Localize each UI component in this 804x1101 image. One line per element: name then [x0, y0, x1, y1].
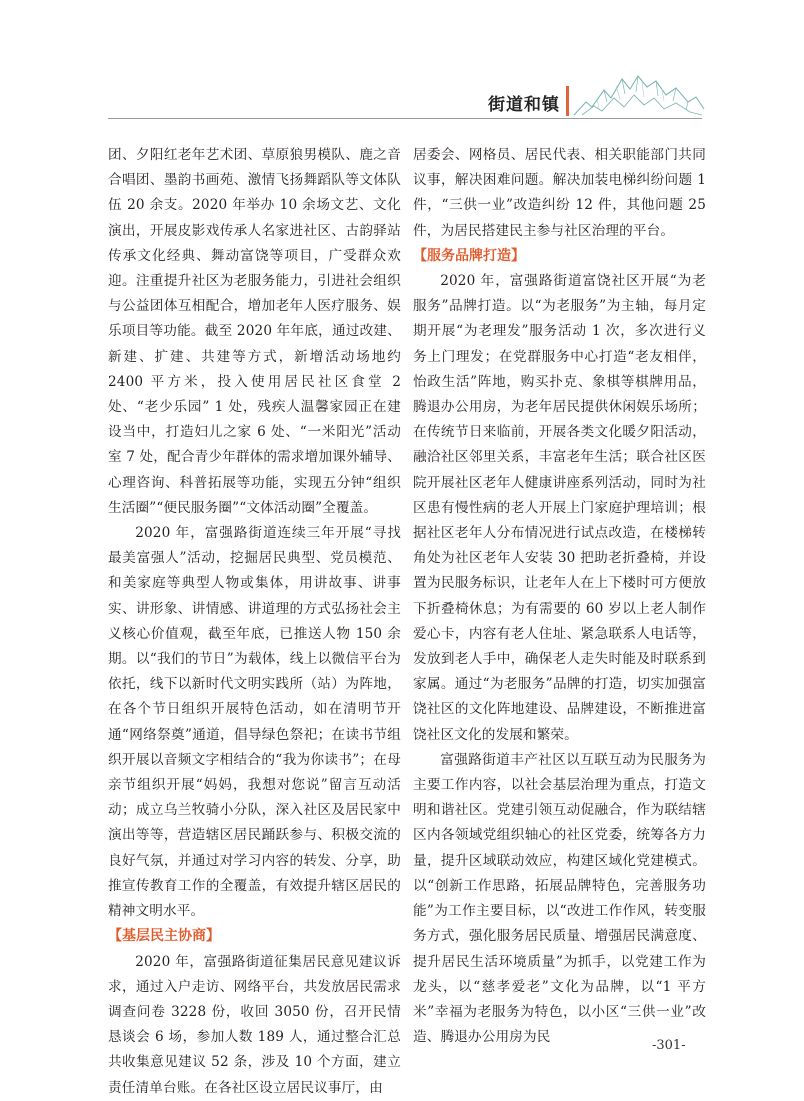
mountain-illustration-icon: [572, 68, 706, 118]
section-heading: 【基层民主协商】: [108, 928, 220, 945]
left-column: [108, 143, 401, 1101]
section-heading: 【服务品牌打造】: [413, 247, 525, 264]
paragraph: 团、夕阳红老年艺术团、草原狼男模队、鹿之音合唱团、墨韵书画苑、激情飞扬舞蹈队等文体队伍 20 余支。2020 年举办 10 余场文艺、文化演出，开展皮影戏传承人名家进社区、古韵驿站传承文化经典、舞动富饶等项目，广受群众欢迎。注重提升社区为老服务能力，引进社会组织与公益团体互相配合，增加老年人医疗服务、娱乐项目等功能。截至 2020 年年底，通过改建、新建、扩建、共建等方式，新增活动场地约 2400 平方米，投入使用居民社区食堂 2 处、“老少乐园” 1 处，残疾人温馨家园正在建设当中，打造妇儿之家 6 处、“一米阳光”活动室 7 处，配合青少年群体的需求增加课外辅导、心理咨询、科普拓展等功能，实现五分钟“组织生活圈”“便民服务圈”“文体活动圈”全覆盖。: [108, 147, 401, 516]
page-number: -301-: [652, 1038, 686, 1053]
paragraph: 居委会、网格员、居民代表、相关职能部门共同议事，解决困难问题。解决加装电梯纠纷问题 1 件，“三供一业”改造纠纷 12 件，其他问题 25 件，为居民搭建民主参与社区治理的平台。: [413, 147, 706, 239]
right-column: [413, 143, 706, 1050]
page-header: [0, 0, 804, 120]
paragraph: 2020 年，富强路街道连续三年开展“寻找最美富强人”活动，挖掘居民典型、党员模范、和美家庭等典型人物或集体，用讲故事、讲事实、讲形象、讲情感、讲道理的方式弘扬社会主义核心价值观，截至年底，已推送人物 150 余期。以“我们的节日”为载体，线上以微信平台为依托，线下以新时代文明实践所（站）为阵地，在各个节日组织开展特色活动，如在清明节开通“网络祭奠”通道，倡导绿色祭祀；在读书节组织开展以音频文字相结合的“我为你读书”；在母亲节组织开展“妈妈，我想对您说”留言互动活动；成立乌兰牧骑小分队，深入社区及居民家中演出等等，营造辖区居民踊跃参与、积极交流的良好气氛，并通过对学习内容的转发、分享，助推宣传教育工作的全覆盖，有效提升辖区居民的精神文明水平。: [108, 525, 401, 920]
paragraph: 2020 年，富强路街道富饶社区开展“为老服务”品牌打造。以“为老服务”为主轴，每月定期开展“为老理发”服务活动 1 次，多次进行义务上门理发；在党群服务中心打造“老友相伴，怡政生活”阵地，购买扑克、象棋等棋牌用品，腾退办公用房，为老年居民提供休闲娱乐场所；在传统节日来临前，开展各类文化暖夕阳活动，融洽社区邻里关系，丰富老年生活；联合社区医院开展社区老年人健康讲座系列活动，同时为社区患有慢性病的老人开展上门家庭护理培训；根据社区老年人分布情况进行试点改造，在楼梯转角处为社区老年人安装 30 把助老折叠椅，并设置为民服务标识，让老年人在上下楼时可方便放下折叠椅休息；为有需要的 60 岁以上老人制作爱心卡，内容有老人住址、紧急联系人电话等，发放到老人手中，确保老人走失时能及时联系到家属。通过“为老服务”品牌的打造，切实加强富饶社区的文化阵地建设、品牌建设，不断推进富饶社区文化的发展和繁荣。: [413, 273, 706, 743]
section-title: 街道和镇: [488, 95, 560, 115]
header-accent-bar: [566, 86, 569, 116]
paragraph: 富强路街道丰产社区以互联互动为民服务为主要工作内容，以社会基层治理为重点，打造文明和谐社区。党建引领互动促融合，作为联结辖区内各领域党组织轴心的社区党委，统筹各方力量，提升区域联动效应，构建区域化党建模式。以“创新工作思路，拓展品牌特色，完善服务功能”为工作主要目标，以“改进工作作风，转变服务方式，强化服务居民质量、增强居民满意度、提升居民生活环境质量”为抓手，以党建工作为龙头，以“慈孝爱老”文化为品牌，以“1 平方米”幸福为老服务为特色，以小区“三供一业”改造、腾退办公用房为民: [413, 751, 706, 1046]
paragraph: 2020 年，富强路街道征集居民意见建议诉求，通过入户走访、网络平台，共发放居民需求调查问卷 3228 份，收回 3050 份，召开民情恳谈会 6 场，参加人数 189 人，通过整合汇总共收集意见建议 52 条，涉及 10 个方面，建立责任清单台账。在各社区设立居民议事厅，由: [108, 953, 401, 1096]
header-rule: [108, 118, 702, 119]
